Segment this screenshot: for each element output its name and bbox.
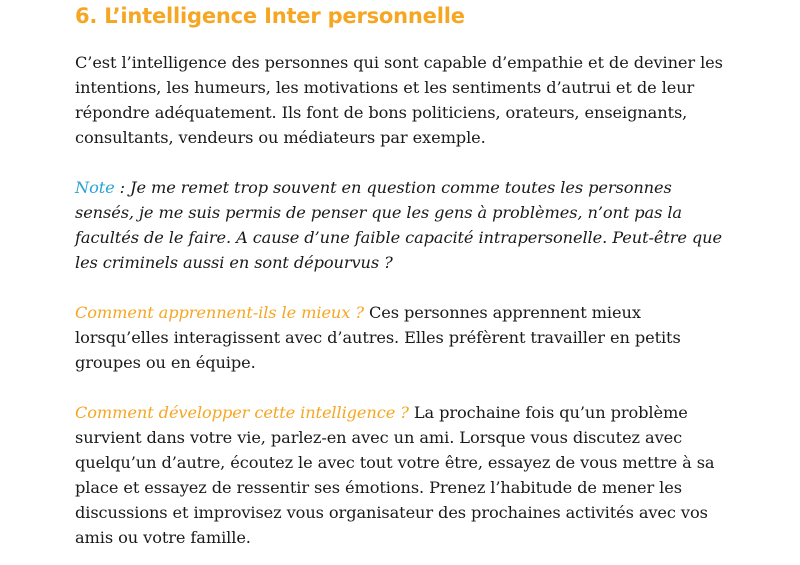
learn-answer: Ces personnes apprennent mieux lorsqu’elles interagissent avec d’autres. Elles préfèrent travailler en petits groupes ou en équipe. (75, 303, 681, 372)
learn-question: Comment apprennent-ils le mieux ? (75, 303, 364, 322)
intro-paragraph: C’est l’intelligence des personnes qui sont capable d’empathie et de deviner les intentions, les humeurs, les motivations et les sentiments d’autrui et de leur répondre adéquatement. Ils font de bons politiciens, orateurs, enseignants, consultants, vendeurs ou médiateurs par exemple. (75, 53, 723, 147)
note-paragraph (75, 175, 735, 275)
develop-question: Comment développer cette intelligence ? (75, 403, 409, 422)
learn-paragraph (75, 300, 735, 375)
note-label: Note (75, 178, 115, 197)
note-text: : Je me remet trop souvent en question comme toutes les personnes sensés, je me suis permis de penser que les gens à problèmes, n’ont pas la facultés de le faire. A cause d’une faible capacité intrapersonelle. Peut-être que les criminels aussi en sont dépourvus ? (75, 178, 722, 272)
develop-answer: La prochaine fois qu’un problème survient dans votre vie, parlez-en avec un ami. Lorsque vous discutez avec quelqu’un d’autre, écoutez le avec tout votre être, essayez de vous mettre à sa place et essayez de ressentir ses émotions. Prenez l’habitude de mener les discussions et improvisez vous organisateur des prochaines activités avec vos amis ou votre famille. (75, 403, 715, 547)
document-page (75, 0, 735, 550)
section-title: 6. L’intelligence Inter personnelle (75, 4, 465, 28)
develop-paragraph (75, 400, 735, 550)
